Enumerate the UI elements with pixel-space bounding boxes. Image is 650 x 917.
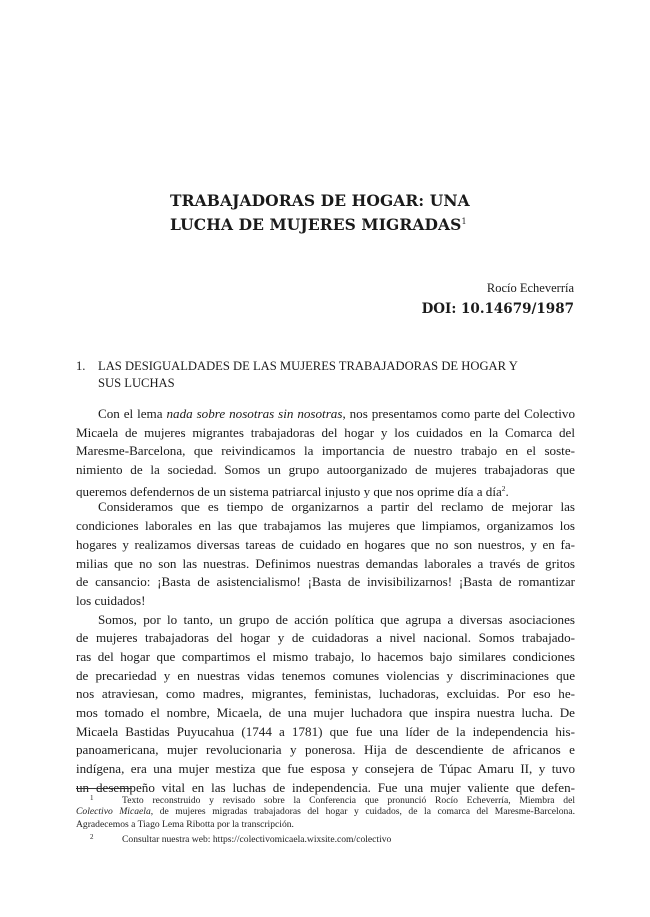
paragraph-3-line: Micaela Bastidas Puyucahua (1744 a 1781) que fue una líder de la independencia his- (76, 723, 575, 739)
body-text (76, 405, 575, 797)
paragraph-3-line: nos atraviesan, como madres, migrantes, feministas, luchadoras, excluidas. Por eso he- (76, 686, 575, 702)
chapter-title-line-2-text: LUCHA DE MUJERES MIGRADAS (170, 215, 462, 234)
paragraph-1-line: Micaela de mujeres migrantes trabajadoras del hogar y los cuidados en la Comarca del (76, 424, 575, 440)
paragraph-1-line (76, 480, 575, 499)
footnote-ref-1[interactable]: 1 (461, 217, 467, 226)
paragraph-3-line: de mujeres trabajadoras del hogar y de cuidadoras a nivel nacional. Somos trabajado- (76, 630, 575, 646)
paragraph-3-line: un desempeño vital en las luchas de independencia. Fue una mujer valiente que defen- (76, 779, 575, 795)
chapter-title-line-2 (170, 211, 590, 235)
paragraph-2-line: condiciones laborales en las que trabajamos las mujeres que limpiamos, organizamos los (76, 518, 575, 534)
footnote-divider (76, 788, 132, 789)
paragraph-2-line: milias que no son las nuestras. Definimos nuestras demandas laborales a través de gritos (76, 555, 575, 571)
emphasis-collective: Colectivo Micaela (76, 806, 151, 817)
emphasis-motto: nada sobre nosotras sin nosotras (166, 406, 343, 421)
paragraph-3-line: indígena, era una mujer mestiza que fue esposa y consejera de Túpac Amaru II, y tuvo (76, 761, 575, 777)
doi-label: DOI: 10.14679/1987 (421, 301, 574, 317)
footnote-2-number: 2 (90, 833, 94, 841)
text-run: Texto reconstruido y revisado sobre la Conferencia que pronunció Rocío Echeverría, Miembra del (122, 795, 575, 805)
paragraph-2-line: hogares y realizamos diversas tareas de cuidado en hogares que no son nuestros, y en fa- (76, 536, 575, 552)
paragraph-1-line: Maresme-Barcelona, que reivindicamos la importancia de nuestro trabajo en el soste- (76, 443, 575, 459)
section-heading-line-1: LAS DESIGUALDADES DE LAS MUJERES TRABAJADORAS DE HOGAR Y (98, 359, 518, 373)
footnote-1-line (76, 792, 575, 805)
footnotes (76, 792, 575, 844)
paragraph-3-line: panoamericana, mujer revolucionaria y ponerosa. Hija de descendiente de africanos e (76, 742, 575, 758)
footnote-1-line (76, 805, 575, 818)
text-run: Con el lema (98, 406, 167, 421)
text-run: queremos defendernos de un sistema patriarcal injusto y que nos oprime día a día (76, 483, 502, 499)
paragraph-1-line (76, 405, 575, 424)
footnote-1-line: Agradecemos a Tiago Lema Ribotta por la transcripción. (76, 819, 294, 830)
paragraph-2-line: de cansancio: ¡Basta de asistencialismo! ¡Basta de invisibilizarnos! ¡Basta de romantizar (76, 574, 575, 590)
paragraph-3-line: ras del hogar que compartimos el mismo trabajo, lo hacemos bajo similares condiciones (76, 648, 575, 664)
paragraph-3-line: de precariedad y en nuestras vidas tenemos comunes violencias y discriminaciones que (76, 667, 575, 683)
section-heading-line-2: SUS LUCHAS (98, 376, 175, 390)
paragraph-1-line: nimiento de la sociedad. Somos un grupo autoorganizado de mujeres trabajadoras que (76, 462, 575, 478)
chapter-title (170, 190, 590, 235)
section-number: 1. (76, 359, 86, 373)
paragraph-2-line: los cuidados! (76, 592, 146, 608)
author-name: Rocío Echeverría (486, 281, 574, 295)
text-run: . (505, 483, 509, 499)
paragraph-3-line: mos tomado el nombre, Micaela, de una mujer luchadora que inspira nuestra lucha. De (76, 705, 575, 720)
chapter-title-line-1: TRABAJADORAS DE HOGAR: UNA (170, 191, 470, 210)
paragraph-3-line: Somos, por lo tanto, un grupo de acción política que agrupa a diversas asociaciones (98, 611, 575, 627)
footnote-1-number: 1 (90, 794, 94, 802)
footnote-ref-2[interactable]: 2 (501, 483, 506, 493)
text-run: , de mujeres migradas trabajadoras del hogar y cuidados, de la comarca del Maresme-Barcelona. (150, 806, 575, 817)
section-heading (76, 358, 576, 392)
paragraph-2-line: Consideramos que es tiempo de organizarnos a partir del reclamo de mejorar las (98, 499, 575, 515)
footnote-2-line (76, 831, 575, 844)
footnote-2-link-text[interactable]: Consultar nuestra web: https://colectivomicaela.wixsite.com/colectivo (122, 834, 392, 844)
text-run: , nos presentamos como parte del Colectivo (342, 406, 575, 421)
